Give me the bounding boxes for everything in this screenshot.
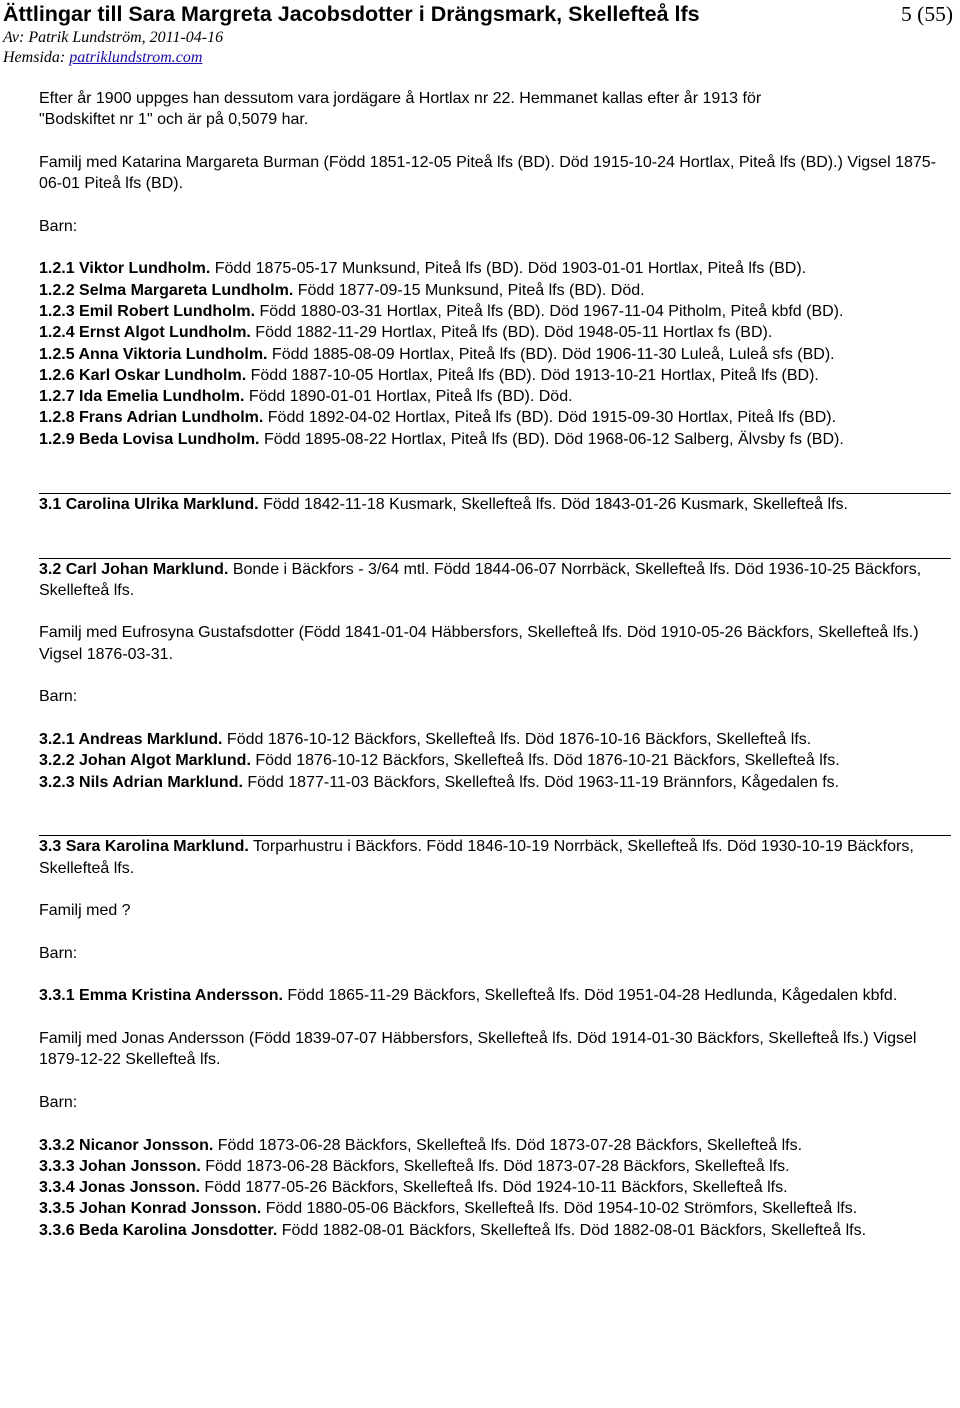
- child-name: 3.3.6 Beda Karolina Jonsdotter.: [39, 1221, 278, 1239]
- barn-label: Barn:: [39, 217, 78, 235]
- family-paragraph: Familj med ?: [39, 902, 131, 920]
- child-name: 3.2.3 Nils Adrian Marklund.: [39, 773, 243, 791]
- person-name: 3.1 Carolina Ulrika Marklund.: [39, 495, 259, 513]
- child-entry: [39, 1156, 951, 1177]
- page-number: 5 (55): [901, 2, 953, 26]
- child-name: 3.3.4 Jonas Jonsson.: [39, 1179, 200, 1197]
- person-details: Bonde i Bäckfors - 3/64 mtl. Född 1844-06-07 Norrbäck, Skellefteå lfs. Död 1936-10-25 Bäckfors, Skellefteå lfs.: [39, 560, 922, 599]
- child-details: Född 1882-11-29 Hortlax, Piteå lfs (BD). Död 1948-05-11 Hortlax fs (BD).: [250, 324, 773, 342]
- person-name: 3.3 Sara Karolina Marklund.: [39, 838, 249, 856]
- person-entry-3-2: [39, 559, 951, 602]
- child-entry: [39, 301, 951, 322]
- child-entry: [39, 750, 951, 771]
- child-name: 1.2.7 Ida Emelia Lundholm.: [39, 388, 245, 406]
- child-name: 1.2.4 Ernst Algot Lundholm.: [39, 324, 251, 342]
- child-name: 3.3.3 Johan Jonsson.: [39, 1157, 201, 1175]
- person-entry-3-3: [39, 836, 951, 879]
- children-list: [39, 729, 951, 793]
- child-details: Född 1880-03-31 Hortlax, Piteå lfs (BD). Död 1967-11-04 Pitholm, Piteå kbfd (BD).: [255, 302, 844, 320]
- homepage-link[interactable]: patriklundstrom.com: [69, 49, 203, 66]
- child-details: Född 1880-05-06 Bäckfors, Skellefteå lfs. Död 1954-10-02 Strömfors, Skellefteå lfs.: [261, 1200, 858, 1218]
- child-details: Född 1876-10-12 Bäckfors, Skellefteå lfs. Död 1876-10-16 Bäckfors, Skellefteå lfs.: [222, 730, 812, 748]
- child-details: Född 1873-06-28 Bäckfors, Skellefteå lfs. Död 1873-07-28 Bäckfors, Skellefteå lfs.: [213, 1136, 803, 1154]
- document-body: [39, 88, 951, 1241]
- child-entry: [39, 407, 951, 428]
- page-header: [3, 0, 953, 70]
- child-details: Född 1892-04-02 Hortlax, Piteå lfs (BD). Död 1915-09-30 Hortlax, Piteå lfs (BD).: [263, 409, 837, 427]
- child-name: 1.2.5 Anna Viktoria Lundholm.: [39, 345, 268, 363]
- child-details: Född 1882-08-01 Bäckfors, Skellefteå lfs. Död 1882-08-01 Bäckfors, Skellefteå lfs.: [277, 1221, 867, 1239]
- child-details: Född 1887-10-05 Hortlax, Piteå lfs (BD). Död 1913-10-21 Hortlax, Piteå lfs (BD).: [246, 366, 819, 384]
- barn-label: Barn:: [39, 1093, 78, 1111]
- intro-line: "Bodskiftet nr 1" och är på 0,5079 har.: [39, 111, 309, 129]
- homepage-line: [3, 48, 953, 68]
- child-entry: [39, 386, 951, 407]
- author-line: Av: Patrik Lundström, 2011-04-16: [3, 29, 224, 46]
- child-details: Född 1885-08-09 Hortlax, Piteå lfs (BD). Död 1906-11-30 Luleå, Luleå sfs (BD).: [267, 345, 835, 363]
- child-entry: [39, 365, 951, 386]
- person-entry-3-1: [39, 494, 951, 515]
- child-name: 1.2.6 Karl Oskar Lundholm.: [39, 366, 247, 384]
- child-entry: [39, 1220, 951, 1241]
- barn-label: Barn:: [39, 944, 78, 962]
- child-details: Född 1877-05-26 Bäckfors, Skellefteå lfs. Död 1924-10-11 Bäckfors, Skellefteå lfs.: [199, 1179, 788, 1197]
- children-list: [39, 1135, 951, 1241]
- child-details: Född 1875-05-17 Munksund, Piteå lfs (BD). Död 1903-01-01 Hortlax, Piteå lfs (BD).: [210, 260, 807, 278]
- document-title: Ättlingar till Sara Margreta Jacobsdotter i Drängsmark, Skellefteå lfs: [3, 2, 700, 26]
- child-name: 3.2.1 Andreas Marklund.: [39, 730, 223, 748]
- child-details: Född 1876-10-12 Bäckfors, Skellefteå lfs. Död 1876-10-21 Bäckfors, Skellefteå lfs.: [250, 752, 840, 770]
- family-paragraph: Familj med Jonas Andersson (Född 1839-07-07 Häbbersfors, Skellefteå lfs. Död 1914-01-30 Bäckfors, Skellefteå lfs.) Vigsel 1879-12-22 Skellefteå lfs.: [39, 1030, 917, 1069]
- child-details: Född 1890-01-01 Hortlax, Piteå lfs (BD). Död.: [244, 388, 573, 406]
- child-name: 3.3.5 Johan Konrad Jonsson.: [39, 1200, 262, 1218]
- child-entry: [39, 729, 951, 750]
- child-name: 1.2.9 Beda Lovisa Lundholm.: [39, 430, 260, 448]
- child-entry: [39, 322, 951, 343]
- child-name: 3.3.1 Emma Kristina Andersson.: [39, 987, 283, 1005]
- person-details: Född 1842-11-18 Kusmark, Skellefteå lfs. Död 1843-01-26 Kusmark, Skellefteå lfs.: [258, 495, 848, 513]
- child-entry: [39, 344, 951, 365]
- children-list: [39, 258, 951, 450]
- barn-label: Barn:: [39, 688, 78, 706]
- child-entry: [39, 258, 951, 279]
- child-details: Född 1877-09-15 Munksund, Piteå lfs (BD). Död.: [293, 281, 645, 299]
- child-details: Född 1865-11-29 Bäckfors, Skellefteå lfs. Död 1951-04-28 Hedlunda, Kågedalen kbfd.: [282, 987, 898, 1005]
- child-name: 1.2.2 Selma Margareta Lundholm.: [39, 281, 294, 299]
- child-name: 3.2.2 Johan Algot Marklund.: [39, 752, 251, 770]
- child-entry: [39, 1135, 951, 1156]
- person-name: 3.2 Carl Johan Marklund.: [39, 560, 229, 578]
- child-name: 1.2.8 Frans Adrian Lundholm.: [39, 409, 264, 427]
- child-name: 1.2.1 Viktor Lundholm.: [39, 260, 211, 278]
- child-name: 3.3.2 Nicanor Jonsson.: [39, 1136, 214, 1154]
- family-paragraph: Familj med Katarina Margareta Burman (Född 1851-12-05 Piteå lfs (BD). Död 1915-10-24 Hortlax, Piteå lfs (BD).) Vigsel 1875-06-01 Piteå lfs (BD).: [39, 153, 936, 193]
- child-entry: [39, 985, 951, 1006]
- person-details: Torparhustru i Bäckfors. Född 1846-10-19 Norrbäck, Skellefteå lfs. Död 1930-10-19 Bäckfors, Skellefteå lfs.: [39, 838, 914, 877]
- child-entry: [39, 1198, 951, 1219]
- intro-line: Efter år 1900 uppges han dessutom vara jordägare å Hortlax nr 22. Hemmanet kallas efter år 1913 för: [39, 90, 762, 107]
- child-details: Född 1873-06-28 Bäckfors, Skellefteå lfs. Död 1873-07-28 Bäckfors, Skellefteå lfs.: [200, 1157, 790, 1175]
- family-paragraph: Familj med Eufrosyna Gustafsdotter (Född 1841-01-04 Häbbersfors, Skellefteå lfs. Död 1910-05-26 Bäckfors, Skellefteå lfs.) Vigsel 1876-03-31.: [39, 624, 919, 663]
- child-details: Född 1895-08-22 Hortlax, Piteå lfs (BD). Död 1968-06-12 Salberg, Älvsby fs (BD).: [259, 430, 844, 448]
- child-entry: [39, 429, 951, 450]
- child-entry: [39, 772, 951, 793]
- child-entry: [39, 280, 951, 301]
- homepage-label: Hemsida:: [3, 49, 70, 66]
- child-entry: [39, 1177, 951, 1198]
- child-name: 1.2.3 Emil Robert Lundholm.: [39, 302, 256, 320]
- child-details: Född 1877-11-03 Bäckfors, Skellefteå lfs. Död 1963-11-19 Brännfors, Kågedalen fs.: [242, 773, 840, 791]
